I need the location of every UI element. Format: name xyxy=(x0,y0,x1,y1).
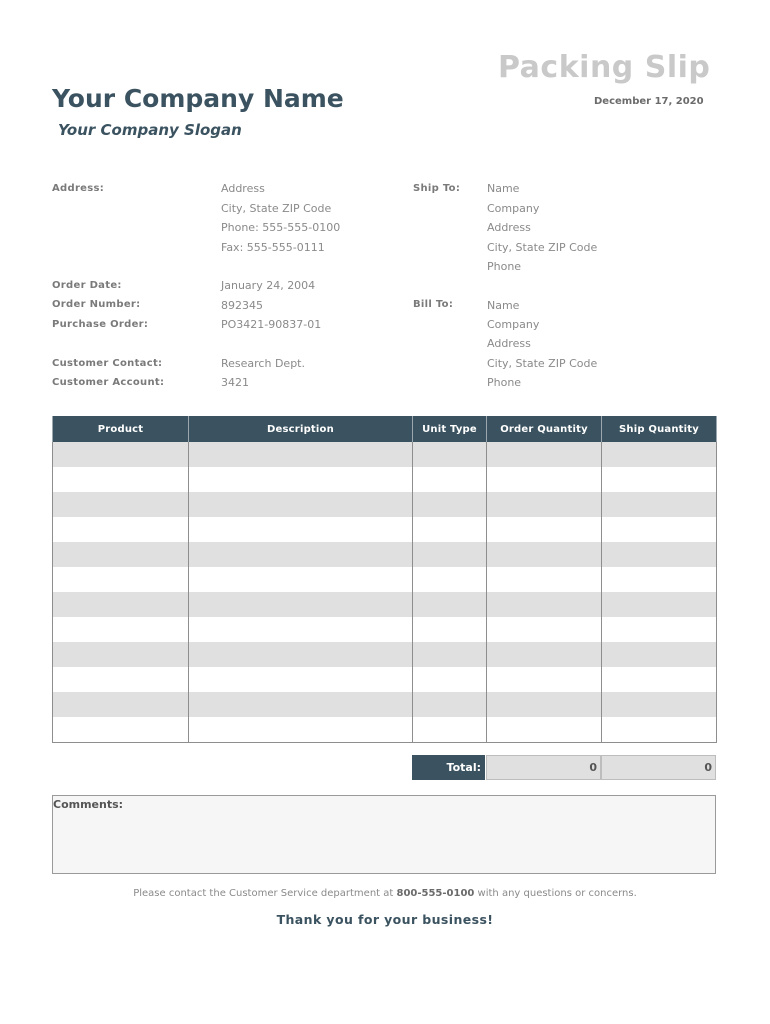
address-line: City, State ZIP Code xyxy=(221,202,332,215)
ship-to-line: Phone xyxy=(487,260,522,273)
address-line: Fax: 555-555-0111 xyxy=(221,241,325,254)
cell-ship-quantity[interactable] xyxy=(602,517,717,542)
cell-description[interactable] xyxy=(189,542,413,567)
bill-to-line: Name xyxy=(487,299,520,312)
customer-contact-value: Research Dept. xyxy=(221,357,305,370)
cell-unit-type[interactable] xyxy=(413,567,487,592)
table-row xyxy=(53,592,717,617)
bill-to-line: City, State ZIP Code xyxy=(487,357,598,370)
cell-unit-type[interactable] xyxy=(413,542,487,567)
table-row xyxy=(53,442,717,467)
cell-unit-type[interactable] xyxy=(413,642,487,667)
table-row xyxy=(53,692,717,717)
company-name: Your Company Name xyxy=(52,84,344,113)
column-header-order-quantity: Order Quantity xyxy=(487,416,602,442)
cell-description[interactable] xyxy=(189,567,413,592)
cell-ship-quantity[interactable] xyxy=(602,467,717,492)
cell-order-quantity[interactable] xyxy=(487,467,602,492)
cell-order-quantity[interactable] xyxy=(487,592,602,617)
cell-unit-type[interactable] xyxy=(413,467,487,492)
cell-order-quantity[interactable] xyxy=(487,542,602,567)
order-quantity-total[interactable]: 0 xyxy=(486,755,601,780)
cell-product[interactable] xyxy=(53,467,189,492)
cell-unit-type[interactable] xyxy=(413,667,487,692)
cell-description[interactable] xyxy=(189,442,413,467)
cell-unit-type[interactable] xyxy=(413,592,487,617)
company-slogan: Your Company Slogan xyxy=(58,121,242,139)
cell-product[interactable] xyxy=(53,692,189,717)
table-row xyxy=(53,542,717,567)
cell-ship-quantity[interactable] xyxy=(602,592,717,617)
customer-account-label: Customer Account: xyxy=(52,377,165,388)
cell-ship-quantity[interactable] xyxy=(602,642,717,667)
cell-description[interactable] xyxy=(189,642,413,667)
cell-product[interactable] xyxy=(53,642,189,667)
cell-order-quantity[interactable] xyxy=(487,692,602,717)
column-header-product: Product xyxy=(53,416,189,442)
order-number-label: Order Number: xyxy=(52,299,141,310)
cell-unit-type[interactable] xyxy=(413,442,487,467)
table-row xyxy=(53,467,717,492)
cell-ship-quantity[interactable] xyxy=(602,617,717,642)
document-title: Packing Slip xyxy=(498,50,711,85)
order-date-label: Order Date: xyxy=(52,280,122,291)
cell-description[interactable] xyxy=(189,617,413,642)
cell-order-quantity[interactable] xyxy=(487,567,602,592)
table-header-row xyxy=(53,416,717,442)
ship-quantity-total[interactable]: 0 xyxy=(601,755,716,780)
bill-to-line: Address xyxy=(487,337,531,350)
ship-to-line: Company xyxy=(487,202,540,215)
cell-product[interactable] xyxy=(53,717,189,743)
cell-unit-type[interactable] xyxy=(413,617,487,642)
cell-ship-quantity[interactable] xyxy=(602,692,717,717)
address-label: Address: xyxy=(52,183,105,194)
address-line: Phone: 555-555-0100 xyxy=(221,221,341,234)
column-header-unit-type: Unit Type xyxy=(413,416,487,442)
items-table xyxy=(52,416,717,743)
table-row xyxy=(53,492,717,517)
cell-ship-quantity[interactable] xyxy=(602,717,717,743)
table-row xyxy=(53,567,717,592)
cell-product[interactable] xyxy=(53,667,189,692)
cell-ship-quantity[interactable] xyxy=(602,567,717,592)
table-row xyxy=(53,717,717,743)
cell-product[interactable] xyxy=(53,517,189,542)
cell-description[interactable] xyxy=(189,667,413,692)
cell-product[interactable] xyxy=(53,567,189,592)
purchase-order-label: Purchase Order: xyxy=(52,319,149,330)
cell-description[interactable] xyxy=(189,692,413,717)
cell-order-quantity[interactable] xyxy=(487,617,602,642)
address-line: Address xyxy=(221,182,265,195)
footer-contact xyxy=(0,888,770,899)
bill-to-line: Company xyxy=(487,318,540,331)
table-row xyxy=(53,642,717,667)
cell-product[interactable] xyxy=(53,492,189,517)
table-row xyxy=(53,617,717,642)
comments-box[interactable] xyxy=(52,795,716,874)
ship-to-line: Address xyxy=(487,221,531,234)
customer-account-value: 3421 xyxy=(221,376,249,389)
cell-unit-type[interactable] xyxy=(413,717,487,743)
cell-order-quantity[interactable] xyxy=(487,517,602,542)
order-date-value: January 24, 2004 xyxy=(221,279,316,292)
footer-contact-prefix: Please contact the Customer Service department at xyxy=(133,888,397,899)
cell-description[interactable] xyxy=(189,467,413,492)
bill-to-line: Phone xyxy=(487,376,522,389)
ship-to-line: City, State ZIP Code xyxy=(487,241,598,254)
column-header-ship-quantity: Ship Quantity xyxy=(602,416,717,442)
ship-to-label: Ship To: xyxy=(413,183,461,194)
document-date: December 17, 2020 xyxy=(594,96,704,107)
footer-contact-phone: 800-555-0100 xyxy=(396,888,475,899)
table-row xyxy=(53,667,717,692)
cell-description[interactable] xyxy=(189,492,413,517)
cell-product[interactable] xyxy=(53,617,189,642)
cell-unit-type[interactable] xyxy=(413,692,487,717)
footer-contact-suffix: with any questions or concerns. xyxy=(474,888,637,899)
total-label: Total: xyxy=(412,755,485,780)
cell-description[interactable] xyxy=(189,592,413,617)
cell-order-quantity[interactable] xyxy=(487,642,602,667)
cell-ship-quantity[interactable] xyxy=(602,542,717,567)
order-number-value: 892345 xyxy=(221,299,263,312)
cell-ship-quantity[interactable] xyxy=(602,442,717,467)
cell-product[interactable] xyxy=(53,542,189,567)
thank-you-message: Thank you for your business! xyxy=(276,912,494,927)
bill-to-label: Bill To: xyxy=(413,299,454,310)
cell-ship-quantity[interactable] xyxy=(602,492,717,517)
cell-ship-quantity[interactable] xyxy=(602,667,717,692)
cell-product[interactable] xyxy=(53,442,189,467)
cell-description[interactable] xyxy=(189,717,413,743)
cell-order-quantity[interactable] xyxy=(487,667,602,692)
cell-unit-type[interactable] xyxy=(413,517,487,542)
purchase-order-value: PO3421-90837-01 xyxy=(221,318,322,331)
cell-order-quantity[interactable] xyxy=(487,717,602,743)
customer-contact-label: Customer Contact: xyxy=(52,358,163,369)
cell-order-quantity[interactable] xyxy=(487,442,602,467)
cell-order-quantity[interactable] xyxy=(487,492,602,517)
cell-unit-type[interactable] xyxy=(413,492,487,517)
column-header-description: Description xyxy=(189,416,413,442)
ship-to-line: Name xyxy=(487,182,520,195)
comments-label: Comments: xyxy=(53,798,124,811)
cell-product[interactable] xyxy=(53,592,189,617)
cell-description[interactable] xyxy=(189,517,413,542)
table-row xyxy=(53,517,717,542)
